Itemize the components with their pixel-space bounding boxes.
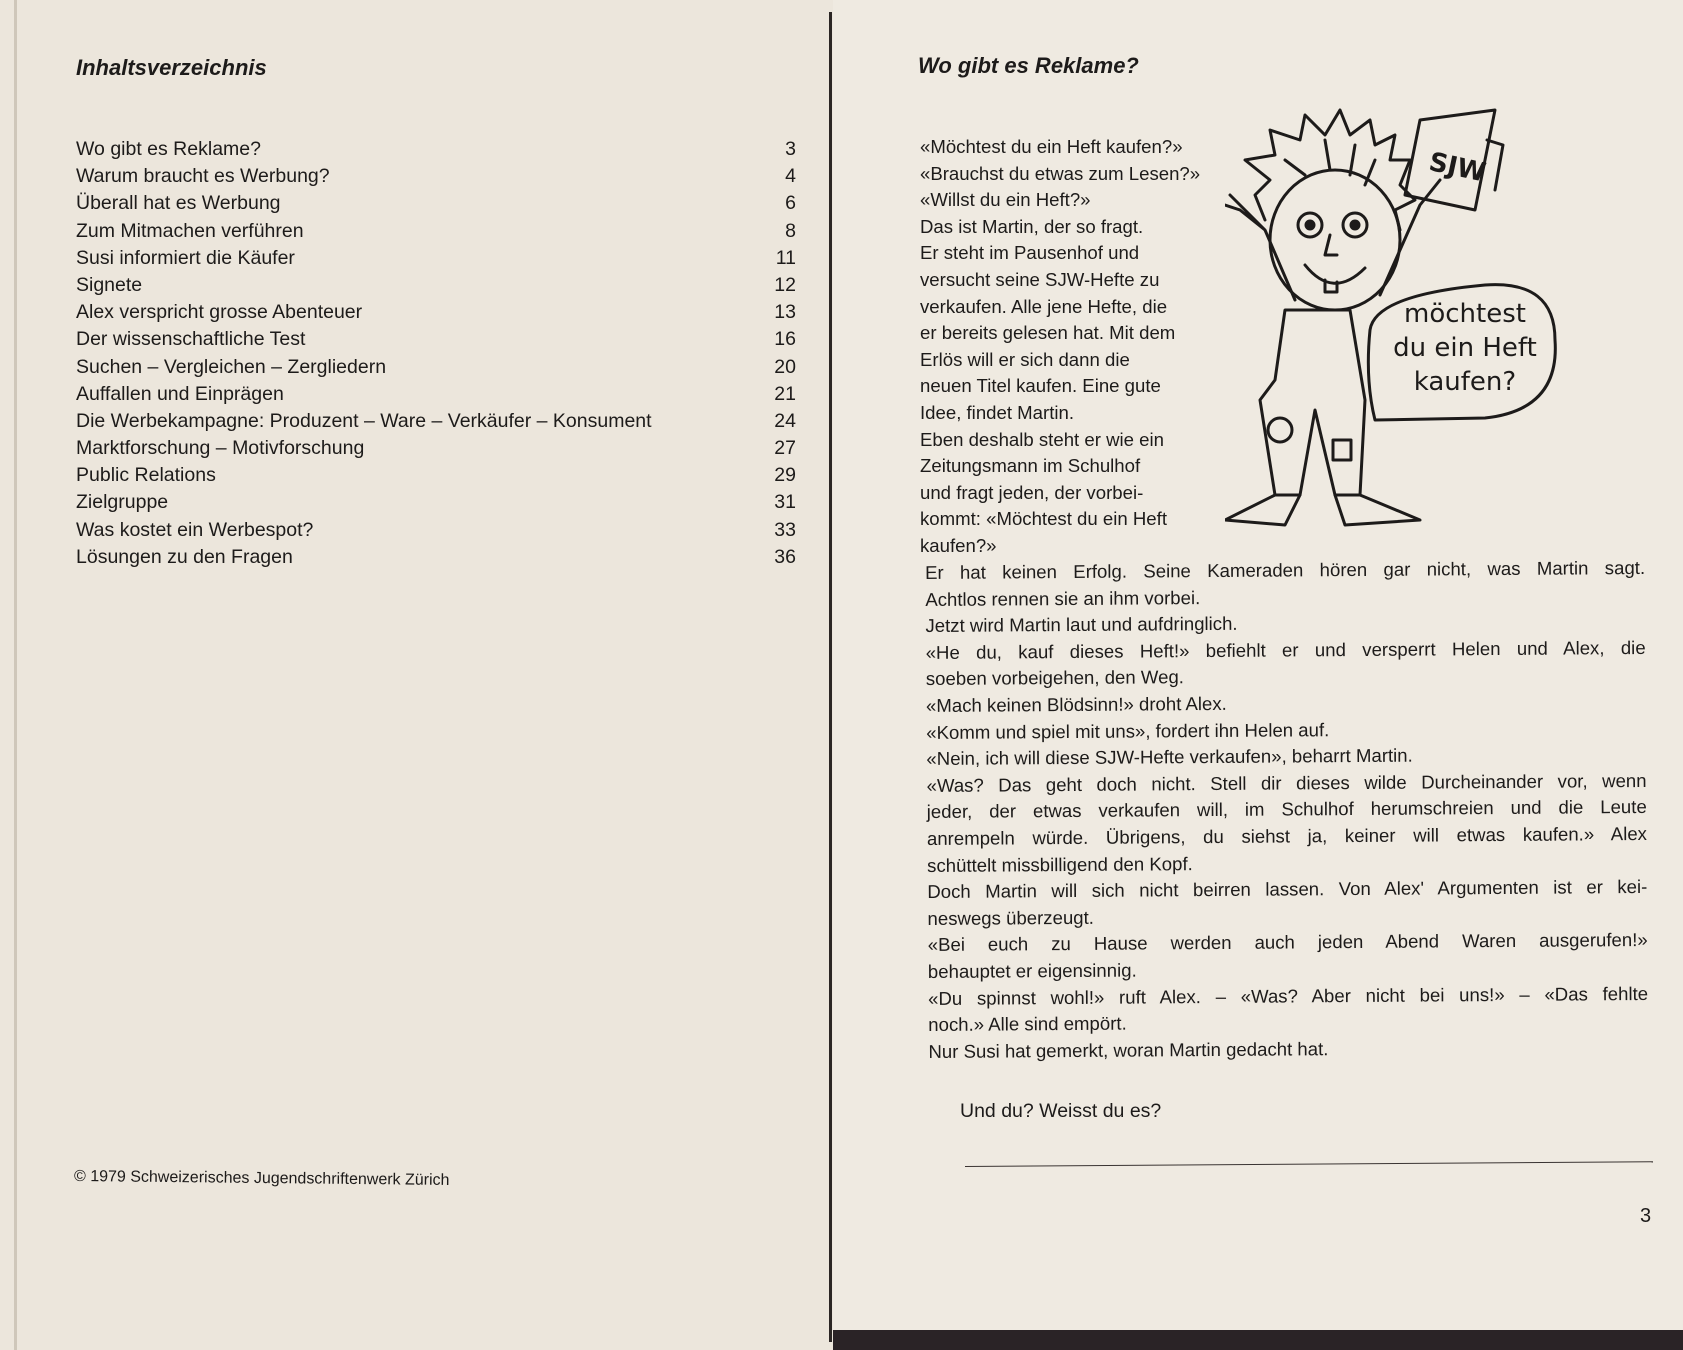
text-line: Doch Martin will sich nicht beirren lassen. Von Alex' Argumenten ist er kei- <box>927 876 1648 903</box>
text-line: Jetzt wird Martin laut und aufdringlich. <box>925 613 1238 637</box>
toc-entry[interactable] <box>76 247 796 274</box>
toc-entry[interactable] <box>76 437 796 464</box>
toc-entry[interactable] <box>76 192 796 219</box>
toc-entry-page: 27 <box>774 437 796 460</box>
toc-entry-title: Susi informiert die Käufer <box>76 246 295 269</box>
text-line: «He du, kauf dieses Heft!» befiehlt er und versperrt Helen und Alex, die <box>925 636 1646 663</box>
toc-entry-title: Lösungen zu den Fragen <box>76 545 293 568</box>
toc-entry-page: 31 <box>774 491 796 514</box>
toc-entry[interactable] <box>76 519 796 546</box>
text-line: Er hat keinen Erfolg. Seine Kameraden hören gar nicht, was Martin sagt. <box>925 556 1646 583</box>
toc-entry[interactable] <box>76 301 796 328</box>
bubble-line-3: kaufen? <box>1413 367 1517 397</box>
text-line: Nur Susi hat gemerkt, woran Martin gedacht hat. <box>928 1037 1329 1062</box>
text-line: «Was? Das geht doch nicht. Stell dir dieses wilde Durcheinander vor, wenn <box>926 769 1647 796</box>
toc-entry-title: Suchen – Vergleichen – Zergliedern <box>76 355 387 378</box>
toc-entry-page: 11 <box>775 246 796 269</box>
toc-entry[interactable] <box>76 356 796 383</box>
text-line: Das ist Martin, der so fragt. <box>920 215 1144 237</box>
toc-entry[interactable] <box>76 410 796 437</box>
text-line: «Brauchst du etwas zum Lesen?» <box>920 162 1201 184</box>
toc-entry-page: 12 <box>774 273 796 296</box>
toc-entry-page: 36 <box>774 545 796 568</box>
toc-entry-page: 21 <box>774 382 796 405</box>
text-line: versucht seine SJW-Hefte zu <box>920 268 1160 290</box>
toc-entry-page: 24 <box>774 409 796 432</box>
toc-entry[interactable] <box>76 220 796 247</box>
martin-illustration <box>1225 100 1645 540</box>
text-line: neswegs überzeugt. <box>927 906 1094 929</box>
toc-entry-title: Alex verspricht grosse Abenteuer <box>76 301 363 324</box>
text-line: Erlös will er sich dann die <box>920 348 1130 370</box>
text-line: Er steht im Pausenhof und <box>920 242 1140 264</box>
left-page <box>0 0 833 1350</box>
toc-entry-title: Public Relations <box>76 464 216 487</box>
toc-entry-page: 6 <box>785 192 796 215</box>
toc-entry-page: 16 <box>774 328 796 351</box>
background-strip <box>833 1330 1683 1350</box>
text-line: «Bei euch zu Hause werden auch jeden Abend Waren ausgerufen!» <box>927 929 1648 956</box>
text-line: «Nein, ich will diese SJW-Hefte verkaufen», beharrt Martin. <box>926 744 1413 770</box>
toc-entry-page: 13 <box>774 301 796 324</box>
text-line: soeben vorbeigehen, den Weg. <box>925 666 1185 690</box>
toc-entry-title: Der wissenschaftliche Test <box>76 328 306 351</box>
text-line: er bereits gelesen hat. Mit dem <box>920 322 1176 344</box>
text-line: und fragt jeden, der vorbei- <box>920 481 1144 503</box>
story-text-column <box>920 134 1250 560</box>
patch-left <box>1268 418 1292 442</box>
text-line: Eben deshalb steht er wie ein <box>920 428 1164 450</box>
toc-entry-title: Zum Mitmachen verführen <box>76 219 304 242</box>
text-line: verkaufen. Alle jene Hefte, die <box>920 295 1168 317</box>
bubble-line-2: du ein Heft <box>1393 333 1537 363</box>
text-line: anrempeln würde. Übrigens, du siehst ja, keiner will etwas kaufen.» Alex <box>926 822 1647 849</box>
toc-entry-page: 33 <box>774 518 796 541</box>
toc-entry-page: 3 <box>785 138 796 160</box>
toc-entry-title: Auffallen und Einprägen <box>76 382 284 405</box>
left-pupil <box>1306 221 1314 229</box>
copyright-notice: © 1979 Schweizerisches Jugendschriftenwerk Zürich <box>73 1168 450 1189</box>
toc-entry[interactable] <box>76 546 796 573</box>
mouth <box>1305 265 1365 283</box>
toc-entry[interactable] <box>76 165 796 192</box>
toc-entry-page: 8 <box>785 219 796 242</box>
text-line: Achtlos rennen sie an ihm vorbei. <box>925 586 1201 610</box>
patch-right <box>1333 440 1351 460</box>
toc-entry[interactable] <box>76 328 796 355</box>
toc-entry-title: Warum braucht es Werbung? <box>76 165 330 188</box>
book-spine <box>829 12 832 1342</box>
toc-entry-title: Wo gibt es Reklame? <box>76 138 261 160</box>
toc-entry-page: 4 <box>785 165 796 188</box>
toc-entry[interactable] <box>76 274 796 301</box>
text-line: behauptet er eigensinnig. <box>927 959 1137 982</box>
hair-strands <box>1285 140 1375 185</box>
page-edge <box>14 0 17 1350</box>
text-line: noch.» Alle sind empört. <box>928 1012 1127 1036</box>
toc-entry-title: Signete <box>76 273 143 296</box>
toc-entry[interactable] <box>76 138 796 165</box>
text-line: «Mach keinen Blödsinn!» droht Alex. <box>925 692 1227 716</box>
right-shoe <box>1335 495 1420 525</box>
toc-heading: Inhaltsverzeichnis <box>76 55 267 80</box>
text-line: kaufen?» <box>920 534 997 556</box>
text-line: «Komm und spiel mit uns», fordert ihn Helen auf. <box>926 718 1330 743</box>
text-line: kommt: «Möchtest du ein Heft <box>920 508 1167 530</box>
text-line: «Willst du ein Heft?» <box>920 189 1091 211</box>
toc-entry-title: Die Werbekampagne: Produzent – Ware – Verkäufer – Konsument <box>76 409 652 432</box>
toc-entry[interactable] <box>76 383 796 410</box>
table-of-contents <box>76 138 796 573</box>
toc-entry-title: Marktforschung – Motivforschung <box>76 437 365 460</box>
bubble-line-1: möchtest <box>1404 299 1526 329</box>
booklet-pages <box>1487 140 1503 190</box>
booklet-label: SJW <box>1426 147 1489 189</box>
left-shoe <box>1225 495 1300 525</box>
toc-entry-title: Überall hat es Werbung <box>76 192 281 215</box>
toc-entry[interactable] <box>76 464 796 491</box>
body-and-legs <box>1260 310 1365 495</box>
chapter-heading: Wo gibt es Reklame? <box>918 53 1139 78</box>
reader-question: Und du? Weisst du es? <box>960 1100 1162 1122</box>
toc-entry-page: 29 <box>774 464 796 487</box>
text-line: Zeitungsmann im Schulhof <box>920 455 1141 477</box>
text-line: schüttelt missbilligend den Kopf. <box>927 852 1193 876</box>
toc-entry-title: Zielgruppe <box>76 491 169 514</box>
text-line: «Du spinnst wohl!» ruft Alex. – «Was? Aber nicht bei uns!» – «Das fehlte <box>927 982 1649 1009</box>
text-line: jeder, der etwas verkaufen will, im Schulhof herumschreien und die Leute <box>926 796 1647 823</box>
toc-entry-title: Was kostet ein Werbespot? <box>76 518 314 541</box>
page-number: 3 <box>1640 1205 1652 1227</box>
text-line: Idee, findet Martin. <box>920 401 1074 423</box>
nose <box>1325 235 1337 255</box>
text-line: neuen Titel kaufen. Eine gute <box>920 375 1161 397</box>
text-line: «Möchtest du ein Heft kaufen?» <box>920 136 1183 157</box>
toc-entry[interactable] <box>76 491 796 518</box>
toc-entry-page: 20 <box>774 355 796 378</box>
right-pupil <box>1351 221 1359 229</box>
story-text-full <box>925 555 1649 1065</box>
